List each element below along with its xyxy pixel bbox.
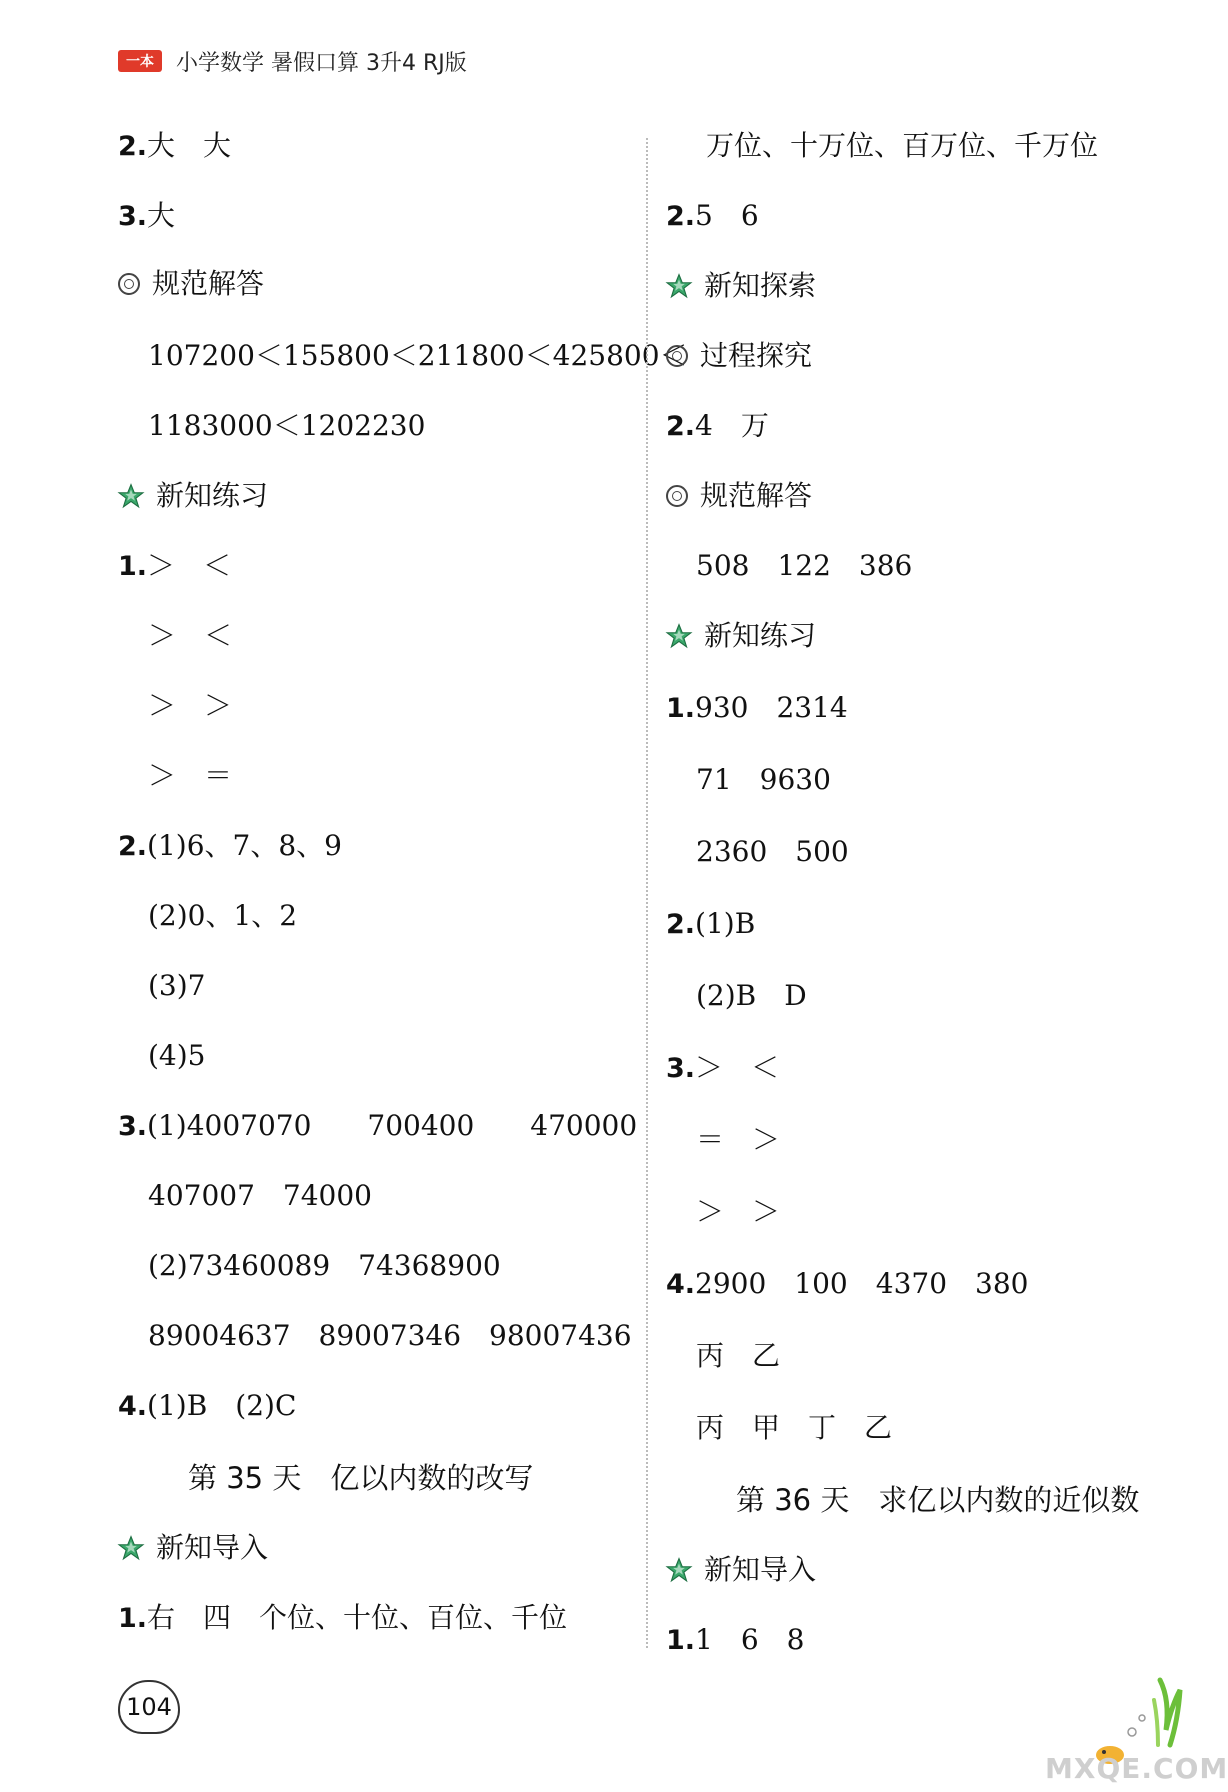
answer-text: (1)6、7、8、9 <box>147 829 342 862</box>
answer-line <box>148 1176 372 1216</box>
answer-line <box>148 896 297 936</box>
answer-text: 2900 100 4370 380 <box>695 1267 1029 1300</box>
answer-line <box>148 1246 501 1286</box>
answer-line <box>148 336 688 376</box>
section-title: 新知探索 <box>704 269 817 302</box>
answer-item <box>118 826 342 867</box>
answer-text: ＞ ＜ <box>148 619 233 652</box>
answer-line <box>696 1408 892 1448</box>
answer-text: 2360 500 <box>696 835 849 868</box>
answer-line <box>148 756 232 796</box>
answer-item <box>118 546 231 587</box>
answer-line <box>696 546 912 586</box>
answer-text: (2)73460089 74368900 <box>148 1249 501 1282</box>
watermark-text: MXQE.COM <box>1045 1752 1228 1785</box>
answer-item <box>666 1264 1028 1305</box>
answer-item <box>118 196 175 237</box>
page-number: 104 <box>118 1680 180 1734</box>
section-heading <box>666 1550 816 1590</box>
answer-text: (1)B <box>695 907 756 940</box>
answer-line <box>148 406 425 446</box>
answer-line <box>696 1336 780 1376</box>
item-number: 3. <box>666 1053 696 1084</box>
star-icon <box>666 1557 692 1583</box>
answer-text: 1183000＜1202230 <box>148 409 426 442</box>
answer-line <box>696 1192 780 1232</box>
answer-line <box>148 966 205 1006</box>
answer-item <box>666 406 769 447</box>
item-number: 4. <box>666 1269 696 1300</box>
answer-line <box>148 1316 632 1356</box>
answer-line <box>148 1036 205 1076</box>
day-title-text: 第 35 天 亿以内数的改写 <box>188 1461 534 1495</box>
brand-logo: 一本 <box>118 50 162 72</box>
answer-item <box>118 126 231 167</box>
subsection-title: 过程探究 <box>700 339 813 372</box>
answer-text: (2)0、1、2 <box>148 899 298 932</box>
star-icon <box>118 1535 144 1561</box>
answer-line <box>696 832 849 872</box>
answer-line <box>696 760 831 800</box>
star-icon <box>118 483 144 509</box>
answer-text: 107200＜155800＜211800＜425800＜ <box>148 339 688 372</box>
answer-item <box>118 1598 567 1639</box>
answer-text: (1)4007070 700400 470000 <box>147 1109 638 1142</box>
answer-text: 89004637 89007346 98007436 <box>148 1319 632 1352</box>
answer-item <box>666 1048 779 1089</box>
double-circle-icon <box>666 345 688 367</box>
double-circle-icon <box>118 273 140 295</box>
answer-item <box>666 1620 805 1661</box>
answer-text: ＞ ＞ <box>696 1195 781 1228</box>
section-title: 新知练习 <box>704 619 817 652</box>
star-icon <box>666 623 692 649</box>
subsection-heading <box>666 476 812 516</box>
answer-item <box>666 904 755 945</box>
day-title <box>188 1458 533 1498</box>
book-title: 小学数学 暑假口算 3升4 RJ版 <box>176 50 467 76</box>
answer-text: 508 122 386 <box>696 549 913 582</box>
subsection-heading <box>666 336 812 376</box>
answer-text: ＞ ＜ <box>147 549 232 582</box>
answer-text: 71 9630 <box>696 763 831 796</box>
answer-text: (1)B (2)C <box>147 1389 297 1422</box>
subsection-title: 规范解答 <box>700 479 813 512</box>
answer-item <box>118 1386 296 1427</box>
answer-line <box>706 126 1098 166</box>
section-heading <box>666 616 816 656</box>
item-number: 1. <box>666 693 696 724</box>
section-title: 新知导入 <box>156 1531 269 1564</box>
double-circle-icon <box>666 485 688 507</box>
answer-text: 1 6 8 <box>695 1623 805 1656</box>
section-title: 新知练习 <box>156 479 269 512</box>
item-number: 1. <box>118 1603 148 1634</box>
section-heading <box>118 476 268 516</box>
answer-line <box>696 1120 780 1160</box>
answer-text: ＝ ＞ <box>696 1123 781 1156</box>
day-title <box>736 1480 1139 1520</box>
section-heading <box>666 266 816 306</box>
answer-text: (4)5 <box>148 1039 206 1072</box>
answer-text: 4 万 <box>695 409 769 442</box>
item-number: 2. <box>118 831 148 862</box>
column-divider <box>646 138 648 1648</box>
subsection-title: 规范解答 <box>152 267 265 300</box>
item-number: 4. <box>118 1391 148 1422</box>
answer-text: 右 四 个位、十位、百位、千位 <box>147 1601 568 1634</box>
item-number: 2. <box>666 909 696 940</box>
item-number: 1. <box>666 1625 696 1656</box>
answer-line <box>148 686 232 726</box>
answer-text: 万位、十万位、百万位、千万位 <box>706 129 1099 162</box>
answer-text: 丙 乙 <box>696 1339 781 1372</box>
answer-line <box>696 976 807 1016</box>
answer-text: 5 6 <box>695 199 759 232</box>
answer-text: ＞ ＜ <box>695 1051 780 1084</box>
star-icon <box>666 273 692 299</box>
answer-text: 大 大 <box>147 129 232 162</box>
item-number: 2. <box>666 201 696 232</box>
item-number: 2. <box>118 131 148 162</box>
answer-text: 大 <box>147 199 176 232</box>
answer-line <box>148 616 232 656</box>
answer-item <box>666 688 848 729</box>
answer-item <box>118 1106 637 1147</box>
section-title: 新知导入 <box>704 1553 817 1586</box>
item-number: 1. <box>118 551 148 582</box>
answer-text: 丙 甲 丁 乙 <box>696 1411 893 1444</box>
item-number: 2. <box>666 411 696 442</box>
page-header <box>118 44 467 78</box>
subsection-heading <box>118 264 264 304</box>
answer-text: (2)B D <box>696 979 807 1012</box>
day-title-text: 第 36 天 求亿以内数的近似数 <box>736 1483 1140 1517</box>
answer-text: ＞ ＞ <box>148 689 233 722</box>
answer-text: (3)7 <box>148 969 206 1002</box>
answer-text: ＞ ＝ <box>148 759 233 792</box>
answer-item <box>666 196 759 237</box>
section-heading <box>118 1528 268 1568</box>
item-number: 3. <box>118 201 148 232</box>
answer-text: 930 2314 <box>695 691 848 724</box>
answer-text: 407007 74000 <box>148 1179 372 1212</box>
item-number: 3. <box>118 1111 148 1142</box>
